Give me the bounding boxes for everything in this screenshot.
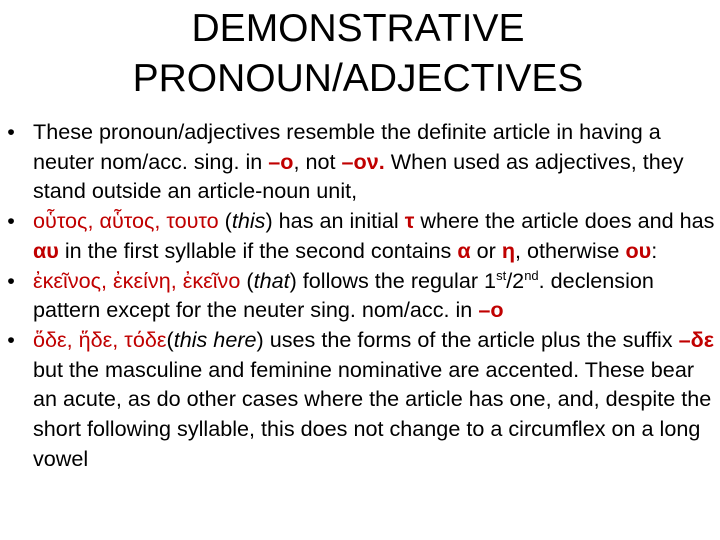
bullet-item: [0, 325, 720, 474]
ordinal-suffix: st: [496, 267, 507, 283]
greek-forms: ἐκεῖνος, ἐκείνη, ἐκεῖνο: [33, 267, 241, 293]
bullet-icon: •: [7, 326, 15, 352]
slide-title-line-1: DEMONSTRATIVE: [191, 7, 525, 50]
slide-title-line-2: PRONOUN/ADJECTIVES: [132, 57, 584, 100]
bullet-text: These pronoun/adjectives resemble the definite article in having a neuter nom/acc. sing. in: [33, 119, 661, 174]
greek-letter: η: [501, 237, 516, 263]
greek-letter: ου: [625, 237, 652, 263]
greek-letter: α: [457, 237, 471, 263]
greek-forms: οὗτος, αὗτος, τουτο: [33, 208, 219, 234]
greek-ending: –ο: [268, 148, 294, 174]
bullet-text: ) uses the forms of the article plus the suffix: [256, 326, 679, 352]
bullet-text: /2: [506, 267, 525, 293]
greek-letter: τ: [404, 208, 415, 234]
bullet-text: where the article does and has: [414, 208, 715, 234]
bullet-text: ) follows the regular 1: [289, 267, 497, 293]
bullet-text: (: [166, 326, 174, 352]
greek-letter: αυ: [33, 237, 59, 263]
bullet-icon: •: [7, 119, 15, 144]
bullet-text: (: [218, 208, 232, 234]
ordinal-suffix: nd: [524, 267, 539, 283]
gloss: this: [231, 208, 266, 234]
bullet-text: . declension pattern except for the neuter sing. nom/acc. in: [33, 267, 654, 323]
bullet-text: ) has an initial: [265, 208, 405, 234]
bullet-item: [0, 206, 720, 265]
greek-forms: ὅδε, ἥδε, τόδε: [33, 326, 167, 352]
gloss: this here: [173, 326, 257, 352]
bullet-text: , not: [293, 148, 342, 174]
bullet-item: [0, 117, 720, 206]
bullet-text: :: [651, 237, 658, 263]
slide-title: [0, 4, 716, 104]
greek-ending: –ο: [478, 297, 504, 323]
bullet-text: , otherwise: [515, 237, 626, 263]
bullet-icon: •: [7, 267, 15, 293]
greek-suffix: –δε: [678, 326, 714, 352]
bullet-list: [0, 117, 720, 473]
bullet-text: When used as adjectives, they stand outside an article-noun unit,: [33, 148, 684, 204]
bullet-icon: •: [7, 208, 15, 234]
bullet-text: in the first syllable if the second contains: [58, 237, 458, 263]
bullet-text: but the masculine and feminine nominative are accented. These bear an acute, as do other cases where the article has one, and, despite the short following syllable, this does not change to a circumflex on a long vowel: [33, 356, 712, 471]
bullet-item: [0, 266, 720, 325]
bullet-text: or: [470, 237, 502, 263]
bullet-text: (: [240, 267, 254, 293]
gloss: that: [253, 267, 290, 293]
greek-ending: –ον.: [341, 148, 385, 174]
